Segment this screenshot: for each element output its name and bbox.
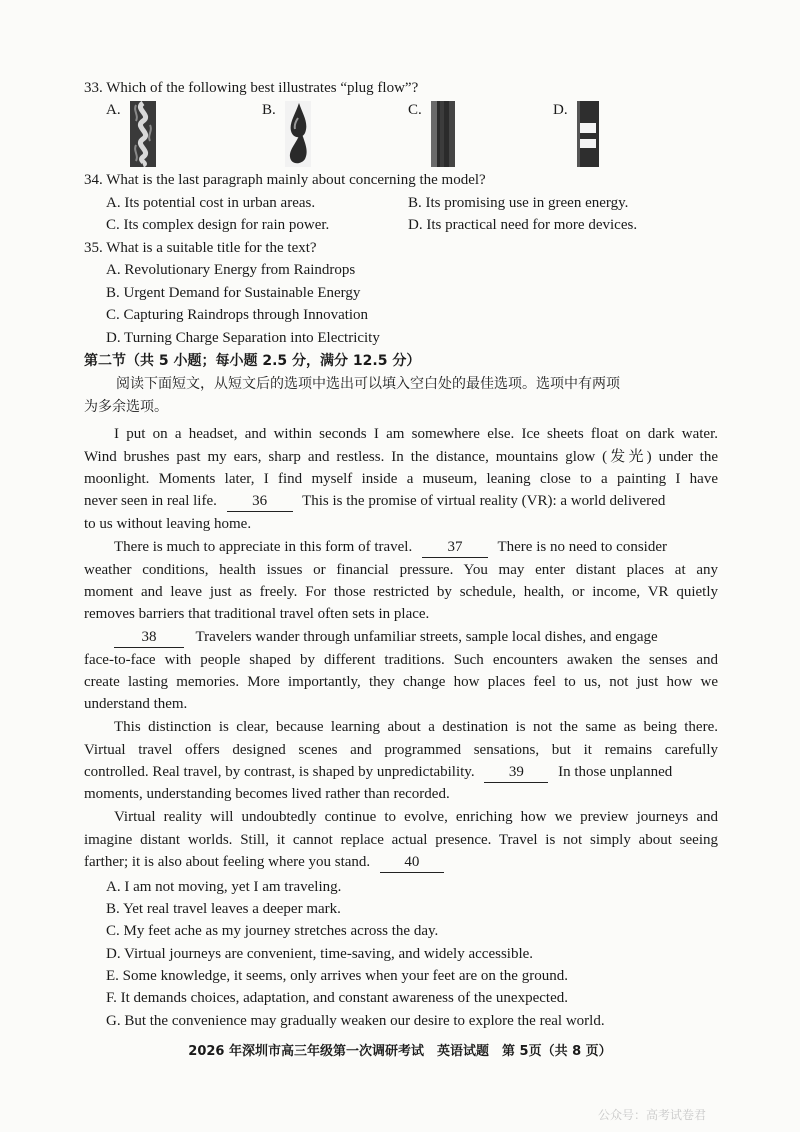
passage-p5-line2: imagine distant worlds. Still, it cannot replace actual presence. Travel is not simply about seeing — [84, 832, 718, 848]
q33-option-d-image — [577, 101, 599, 167]
passage-p1-line5: to us without leaving home. — [84, 516, 252, 532]
q33-option-c-image — [431, 101, 455, 167]
choice-e: E. Some knowledge, it seems, only arrives when your feet are on the ground. — [106, 968, 568, 984]
passage-p4-line3-end: In those unplanned — [558, 764, 673, 780]
choice-b: B. Yet real travel leaves a deeper mark. — [106, 901, 341, 917]
q35-option-c: C. Capturing Raindrops through Innovation — [106, 307, 369, 323]
passage-p1-line4-start: never seen in real life. — [84, 493, 217, 509]
passage-p3-line1-end: Travelers wander through unfamiliar streets, sample local dishes, and engage — [195, 629, 658, 645]
passage-p2-line4: removes barriers that traditional travel often sets in place. — [84, 606, 430, 622]
q34-option-d: D. Its practical need for more devices. — [408, 217, 638, 233]
passage-p4-line4: moments, understanding becomes lived rather than recorded. — [84, 786, 450, 802]
passage-p3-line3: create lasting memories. More importantly, they change how places feel to us, not just how we — [84, 674, 718, 690]
choice-d: D. Virtual journeys are convenient, time-saving, and widely accessible. — [106, 946, 534, 962]
passage-p4-line3 — [84, 762, 672, 783]
q34-option-b: B. Its promising use in green energy. — [408, 195, 629, 211]
passage-p1-line3: moonlight. Moments later, I find myself inside a museum, leaning close to a painting I have — [84, 471, 718, 487]
passage-p1-line4-end: This is the promise of virtual reality (VR): a world delivered — [302, 493, 666, 509]
passage-p3-line1 — [114, 627, 658, 648]
passage-p3-line4: understand them. — [84, 696, 188, 712]
passage-p4-line2: Virtual travel offers designed scenes and programmed sensations, but it remains carefully — [84, 742, 718, 758]
passage-p2-line3: moment and leave just as freely. For those restricted by schedule, health, or income, VR quietly — [84, 584, 718, 600]
passage-p3-line2: face-to-face with people shaped by different traditions. Such encounters awaken the senses and — [84, 652, 718, 668]
blank-38[interactable]: 38 — [114, 627, 184, 648]
q35-option-b: B. Urgent Demand for Sustainable Energy — [106, 285, 361, 301]
passage-p4-line3-start: controlled. Real travel, by contrast, is shaped by unpredictability. — [84, 764, 475, 780]
q33-option-a-label: A. — [106, 102, 121, 118]
passage-p1-line2: Wind brushes past my ears, sharp and restless. In the distance, mountains glow (发光) under the — [84, 449, 718, 465]
passage-p2-line1-end: There is no need to consider — [497, 539, 667, 555]
passage-p5-line3 — [84, 852, 444, 873]
passage-p5-line3-start: farther; it is also about feeling where you stand. — [84, 854, 371, 870]
passage-p2-line2: weather conditions, health issues or financial pressure. You may enter distant places at any — [84, 562, 718, 578]
page-footer: 2026 年深圳市高三年级第一次调研考试 英语试题 第 5页（共 8 页） — [188, 1044, 612, 1059]
choice-g: G. But the convenience may gradually weaken our desire to explore the real world. — [106, 1013, 605, 1029]
passage-p2-line1 — [114, 537, 667, 558]
choice-a: A. I am not moving, yet I am traveling. — [106, 879, 342, 895]
q33-option-b-label: B. — [262, 102, 276, 118]
q33-stem: 33. Which of the following best illustrates “plug flow”? — [84, 80, 419, 96]
watermark-text: 公众号：高考试卷君 — [598, 1108, 707, 1122]
passage-p1-line1: I put on a headset, and within seconds I am somewhere else. Ice sheets float on dark water. — [114, 426, 718, 442]
choice-c: C. My feet ache as my journey stretches across the day. — [106, 923, 439, 939]
passage-p1-line4 — [84, 491, 665, 512]
q35-stem: 35. What is a suitable title for the text? — [84, 240, 317, 256]
section-heading: 第二节（共 5 小题；每小题 2.5 分，满分 12.5 分） — [84, 353, 421, 369]
q34-option-c: C. Its complex design for rain power. — [106, 217, 330, 233]
blank-40[interactable]: 40 — [380, 852, 444, 873]
section-instruction-line2: 为多余选项。 — [84, 399, 168, 415]
q34-option-a: A. Its potential cost in urban areas. — [106, 195, 316, 211]
q33-option-b-image — [285, 101, 311, 167]
passage-p2-line1-start: There is much to appreciate in this form of travel. — [114, 539, 413, 555]
q34-stem: 34. What is the last paragraph mainly about concerning the model? — [84, 172, 486, 188]
blank-36[interactable]: 36 — [227, 491, 293, 512]
q33-option-a-image — [130, 101, 156, 167]
blank-37[interactable]: 37 — [422, 537, 488, 558]
choice-f: F. It demands choices, adaptation, and constant awareness of the unexpected. — [106, 990, 568, 1006]
passage-p4-line1: This distinction is clear, because learning about a destination is not the same as being there. — [114, 719, 718, 735]
q33-option-c-label: C. — [408, 102, 422, 118]
q33-option-d-label: D. — [553, 102, 568, 118]
q35-option-a: A. Revolutionary Energy from Raindrops — [106, 262, 356, 278]
passage-p5-line1: Virtual reality will undoubtedly continue to evolve, enriching how we preview journeys and — [114, 809, 718, 825]
q35-option-d: D. Turning Charge Separation into Electricity — [106, 330, 380, 346]
section-instruction-line1: 阅读下面短文，从短文后的选项中选出可以填入空白处的最佳选项。选项中有两项 — [116, 376, 620, 392]
blank-39[interactable]: 39 — [484, 762, 548, 783]
